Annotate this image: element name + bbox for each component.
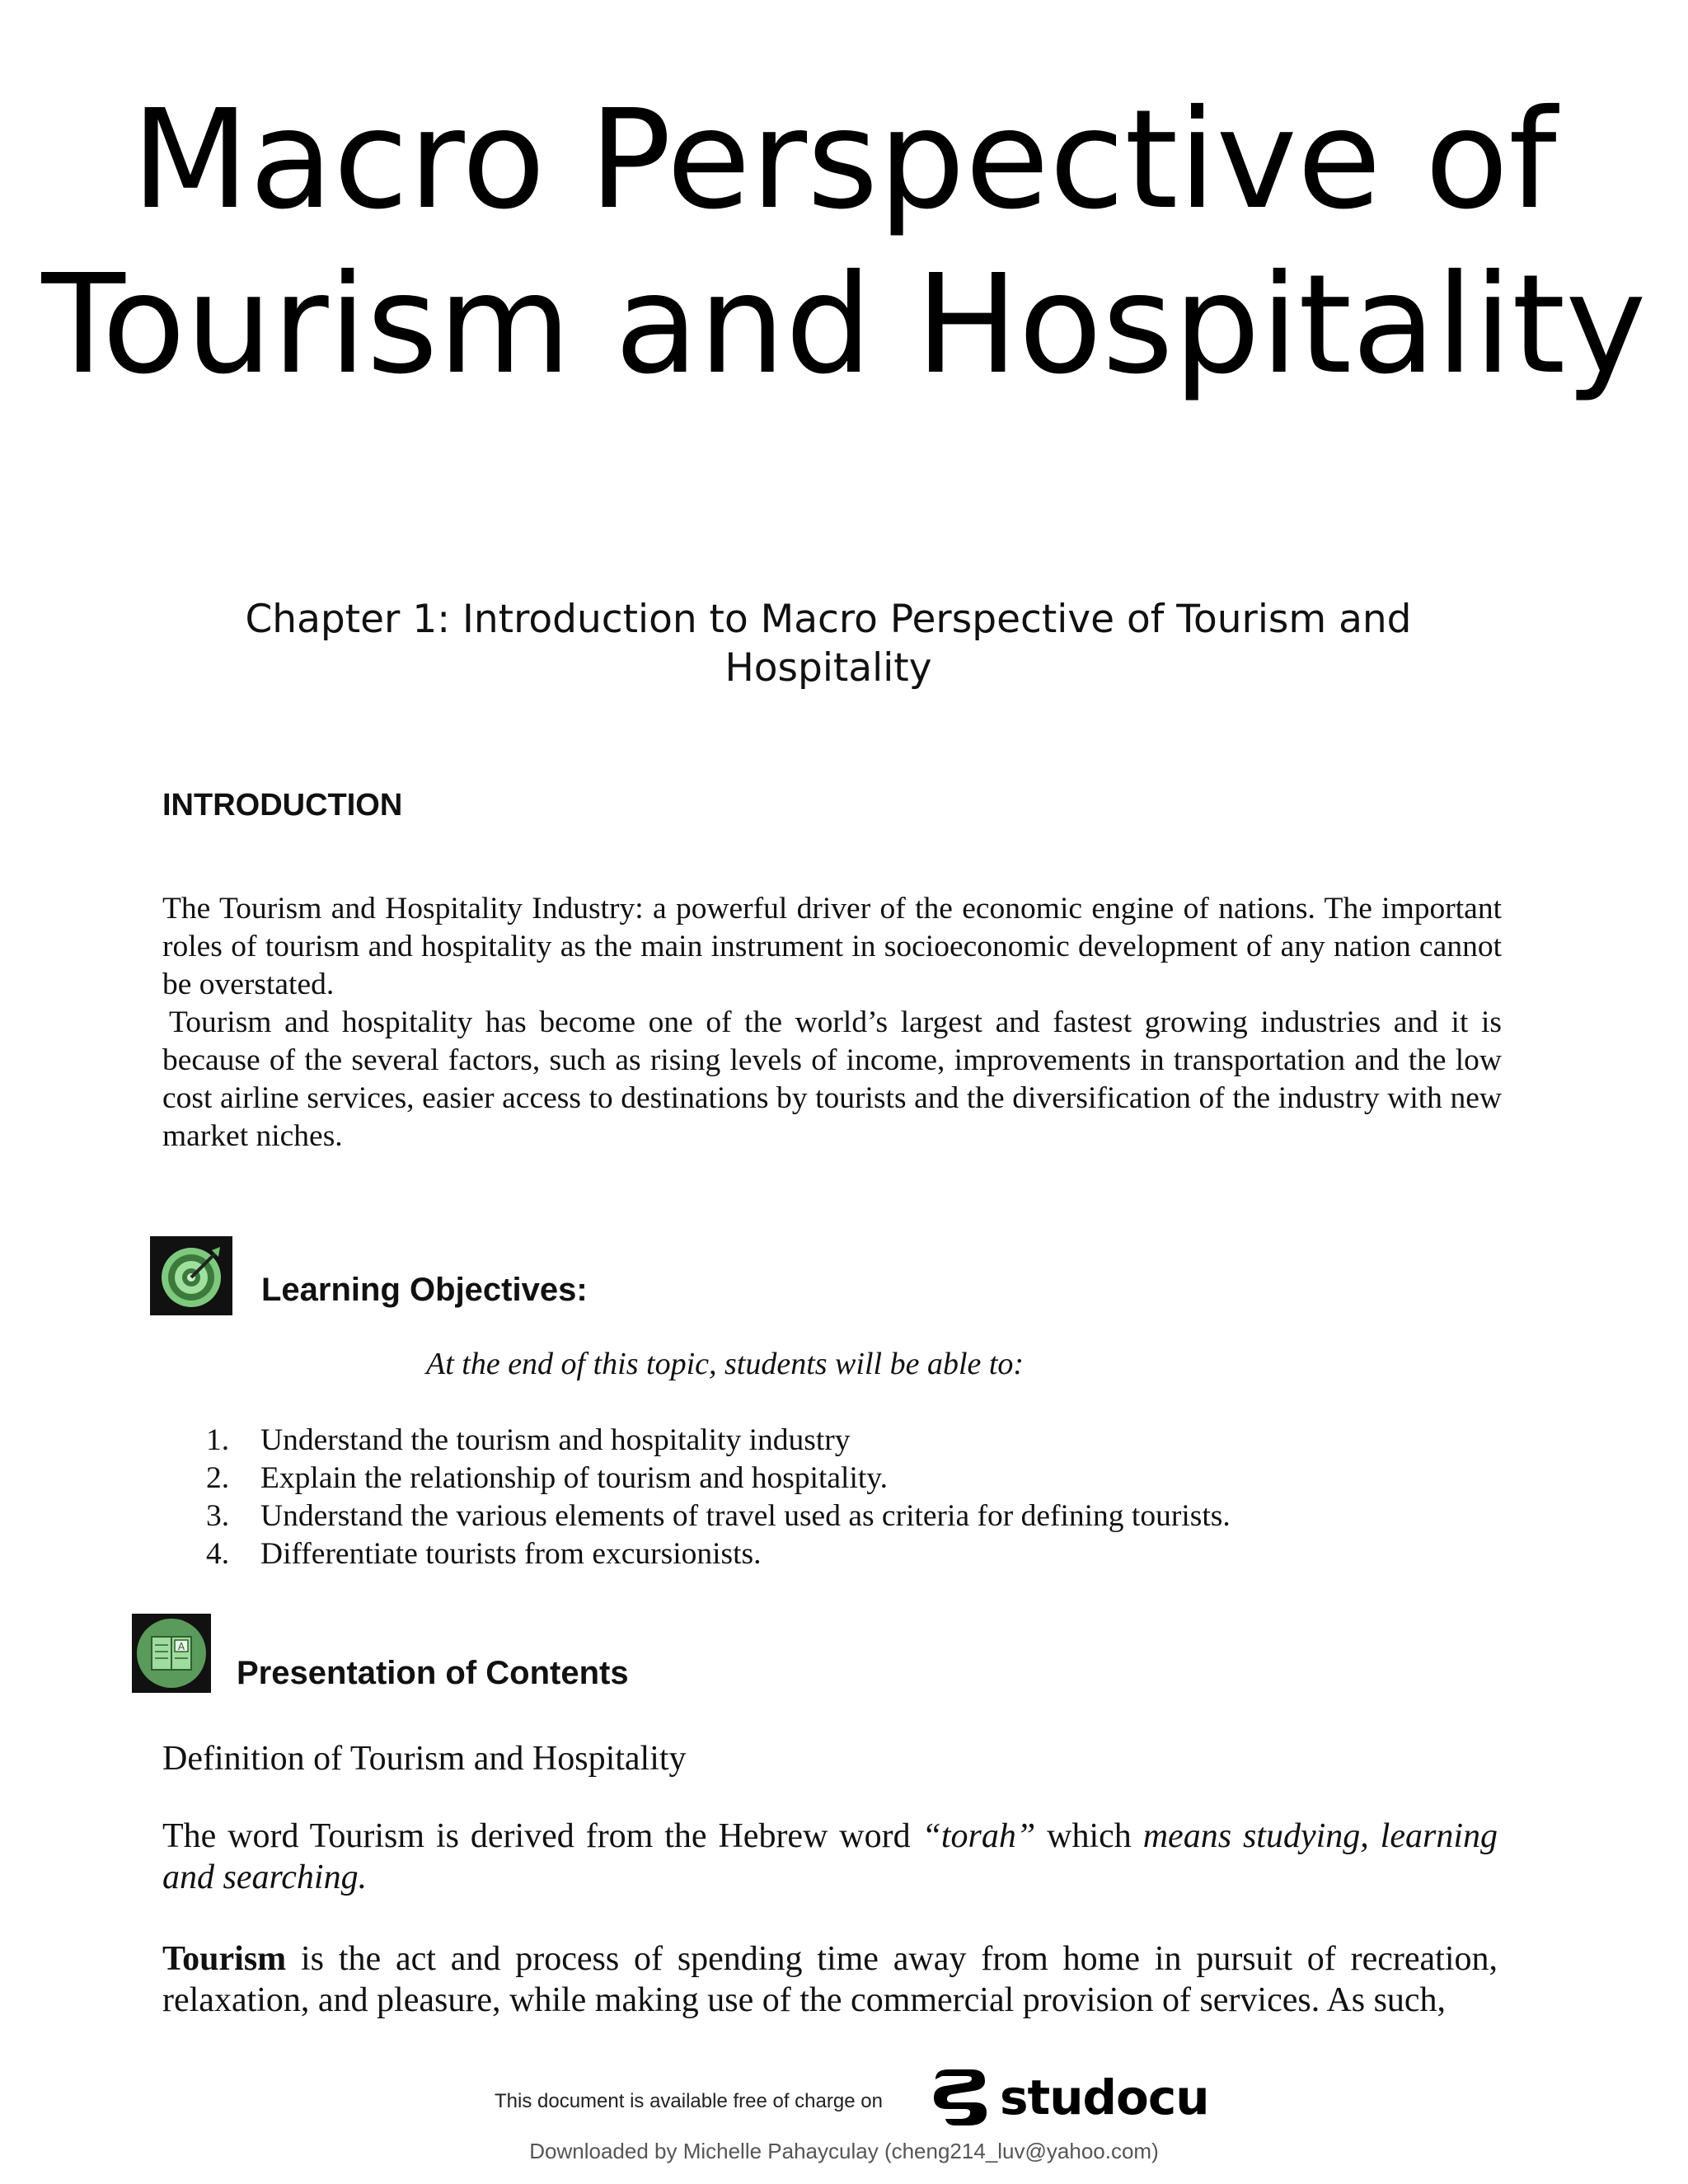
list-item [206, 1497, 1231, 1535]
list-item [206, 1535, 1231, 1573]
tourism-definition-paragraph [162, 1938, 1498, 2021]
downloaded-by-note: Downloaded by Michelle Pahayculay (cheng214_luv@yahoo.com) [529, 2139, 1159, 2163]
introduction-paragraph-1: The Tourism and Hospitality Industry: a powerful driver of the economic engine of nations. The important roles of tourism and hospitality as the main instrument in socioeconomic development of any nation cannot be overstated. [162, 892, 1502, 1001]
book-icon [132, 1614, 211, 1693]
etymology-word: “torah” [921, 1817, 1036, 1855]
list-item-text: Explain the relationship of tourism and hospitality. [260, 1461, 888, 1495]
list-item-text: Understand the various elements of travel used as criteria for defining tourists. [260, 1499, 1231, 1533]
list-item [206, 1460, 1231, 1497]
definition-heading: Definition of Tourism and Hospitality [162, 1740, 687, 1778]
list-item [206, 1422, 1231, 1460]
studocu-wordmark: studocu [1000, 2069, 1209, 2125]
etymology-paragraph [162, 1816, 1498, 1898]
objectives-lead: At the end of this topic, students will be able to: [426, 1347, 1025, 1381]
tourism-definition-text: is the act and process of spending time away from home in pursuit of recreation, relaxation, and pleasure, while making use of the commercial provision of services. As such, [162, 1940, 1498, 2019]
introduction-heading: INTRODUCTION [162, 788, 403, 823]
list-item-number: 3. [206, 1499, 230, 1533]
list-item-text: Understand the tourism and hospitality industry [260, 1423, 851, 1457]
list-item-text: Differentiate tourists from excursionists. [260, 1537, 762, 1571]
list-item-number: 1. [206, 1423, 230, 1457]
etymology-prefix: The word Tourism is derived from the Hebrew word [162, 1817, 922, 1855]
list-item-number: 4. [206, 1537, 230, 1571]
list-item-number: 2. [206, 1461, 230, 1495]
target-icon [150, 1236, 232, 1315]
document-title: Macro Perspective of Tourism and Hospitality [41, 81, 1647, 405]
presentation-heading: Presentation of Contents [237, 1655, 629, 1691]
studocu-logo[interactable] [927, 2064, 1209, 2130]
svg-text:A: A [177, 1641, 185, 1652]
objectives-list [206, 1422, 1231, 1573]
introduction-paragraph-2: Tourism and hospitality has become one of the world’s largest and fastest growing industries and it is because of the several factors, such as rising levels of income, improvements in transportation and the low cost airline services, easier access to destinations by tourists and the diversification of the industry with new market niches. [162, 1005, 1502, 1153]
studocu-logo-icon [927, 2064, 993, 2130]
tourism-term: Tourism [162, 1940, 287, 1978]
availability-note: This document is available free of charge on [495, 2090, 883, 2112]
chapter-subtitle: Chapter 1: Introduction to Macro Perspective of Tourism and Hospitality [245, 597, 1412, 691]
etymology-middle: which [1035, 1817, 1143, 1855]
learning-objectives-heading: Learning Objectives: [261, 1272, 588, 1308]
etymology-meaning: means studying, learning and searching. [162, 1817, 1498, 1896]
